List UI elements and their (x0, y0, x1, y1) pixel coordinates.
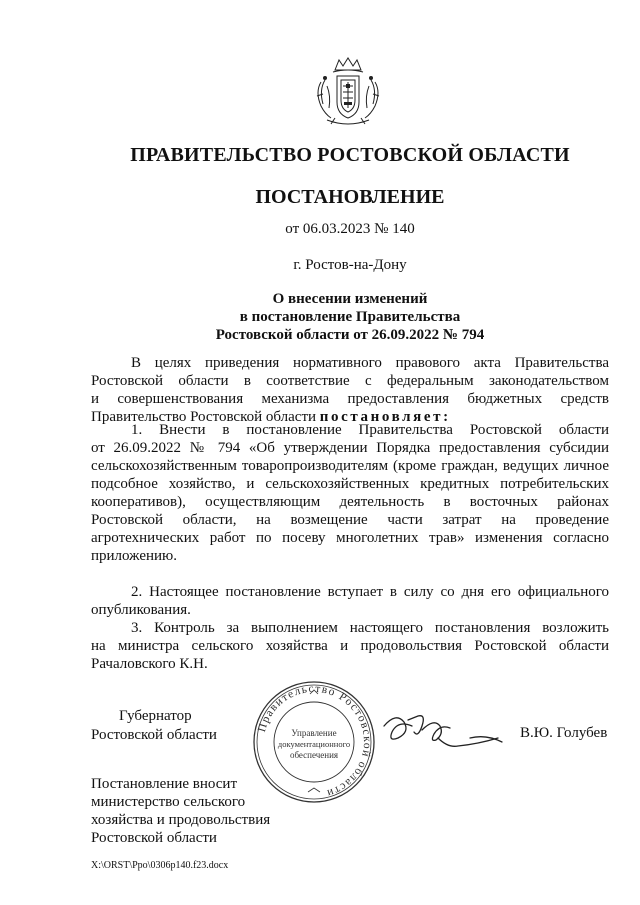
preamble-paragraph (91, 354, 609, 426)
stamp-inner-line: Управление (291, 728, 337, 738)
document-city: г. Ростов-на-Дону (293, 257, 407, 273)
text-line: Ростовской области, на возмещение части затрат на проведение (91, 512, 609, 528)
text-line: 1. Внести в постановление Правительства Ростовской области (131, 422, 609, 438)
text-line: 2. Настоящее постановление вступает в силу со дня его официального (131, 584, 609, 600)
file-path-footer: X:\ORST\Ppo\0306p140.f23.docx (91, 860, 229, 871)
text-line: от 26.09.2022 № 794 «Об утверждении Порядка предоставления субсидии (91, 440, 609, 456)
text-line: опубликования. (91, 602, 191, 618)
signatory-name: В.Ю. Голубев (520, 725, 608, 741)
signatory-title (91, 707, 217, 745)
item-3-paragraph (91, 619, 609, 673)
resolves-keyword: постановляет: (319, 409, 451, 425)
signatory-position: Губернатор (119, 708, 192, 724)
note-line: Постановление вносит (91, 776, 238, 792)
preamble-text: Правительство Ростовской области (91, 409, 320, 425)
stamp-inner-line: документационного (277, 739, 351, 749)
text-line: подсобное хозяйство, и сельскохозяйственных кредитных потребительских (91, 476, 609, 492)
text-line: приложению. (91, 548, 178, 564)
text-line: и совершенствования механизма предоставления бюджетных средств (91, 391, 609, 407)
stamp-ring-text: Правительство Ростовской области (256, 682, 374, 800)
note-line: министерство сельского (91, 794, 246, 810)
text-line: 3. Контроль за выполнением настоящего постановления возложить (131, 620, 609, 636)
text-line: на министра сельского хозяйства и продовольствия Ростовской области (91, 638, 609, 654)
text-line: В целях приведения нормативного правового акта Правительства (131, 355, 609, 371)
text-line: кооперативов), осуществляющим деятельность в восточных районах (91, 494, 609, 510)
subject-line: в постановление Правительства (239, 309, 461, 325)
subject-line: Ростовской области от 26.09.2022 № 794 (215, 327, 485, 343)
submitted-by-note (91, 775, 270, 847)
government-title: ПРАВИТЕЛЬСТВО РОСТОВСКОЙ ОБЛАСТИ (130, 144, 570, 166)
item-1-paragraph (91, 421, 609, 565)
document-date-number: от 06.03.2023 № 140 (285, 221, 415, 237)
stamp-inner-line: обеспечения (289, 750, 339, 760)
official-stamp (252, 680, 376, 804)
document-type: ПОСТАНОВЛЕНИЕ (255, 186, 445, 208)
handwritten-signature (378, 708, 508, 754)
subject-line: О внесении изменений (272, 291, 428, 307)
note-line: хозяйства и продовольствия (91, 812, 271, 828)
signatory-region: Ростовской области (91, 727, 217, 743)
document-subject (0, 290, 640, 344)
item-2-paragraph (91, 583, 609, 619)
text-line: сельскохозяйственным товаропроизводителям (кроме граждан, ведущих личное (91, 458, 609, 474)
coat-of-arms-emblem (313, 56, 383, 130)
text-line: агротехнических работ по посеву многолетних трав» изменения согласно (91, 530, 609, 546)
text-line: Рачаловского К.Н. (91, 656, 208, 672)
text-line: Ростовской области в соответствие с федеральным законодательством (91, 373, 609, 389)
note-line: Ростовской области (91, 830, 217, 846)
